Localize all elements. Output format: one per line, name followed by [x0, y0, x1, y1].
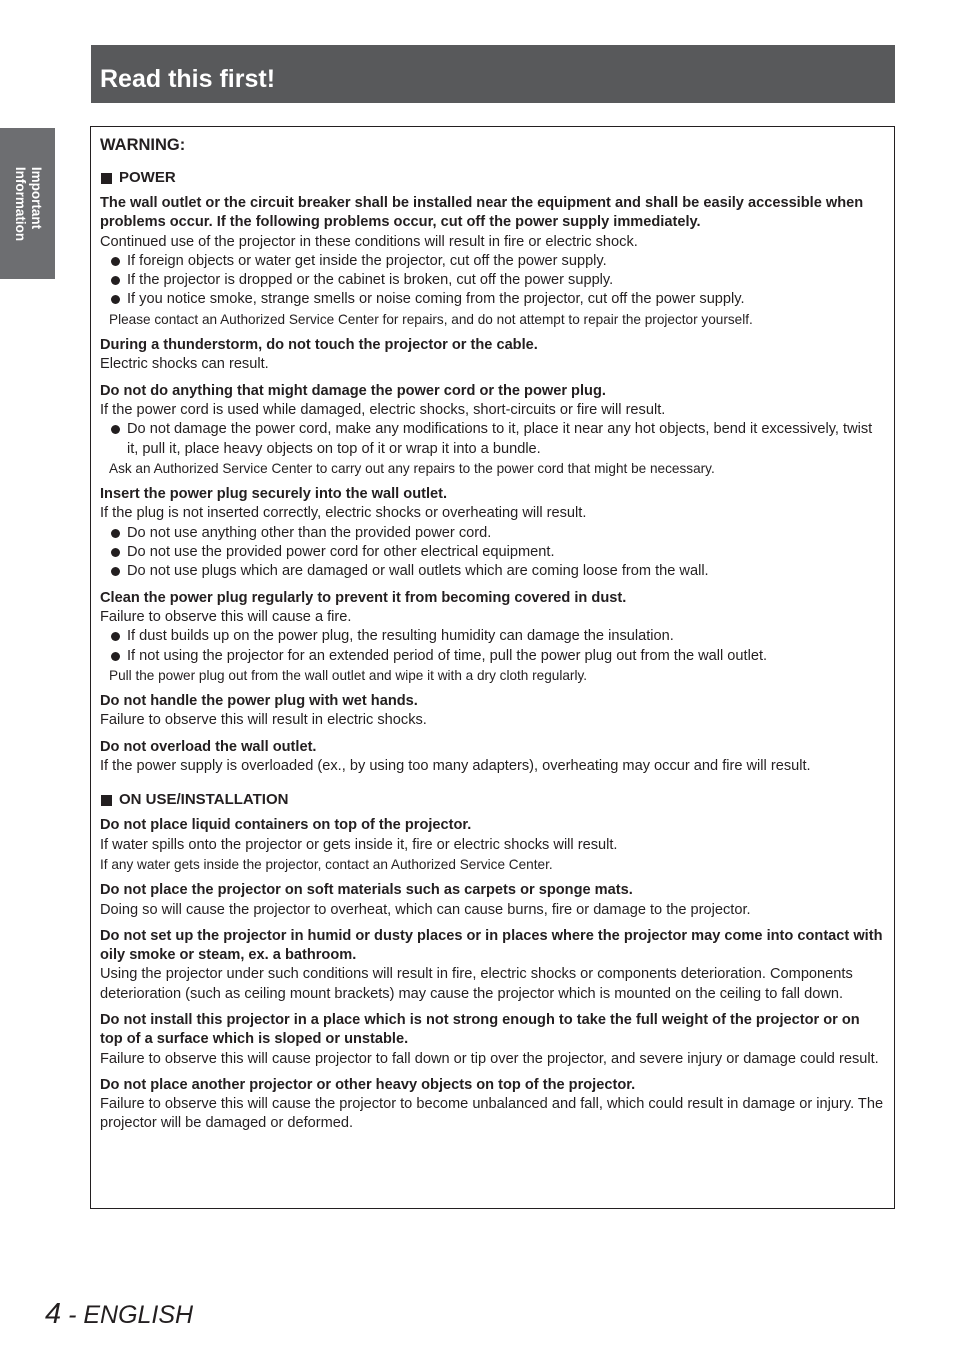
page-footer — [45, 1297, 193, 1336]
warning-item-title: Do not place another projector or other heavy objects on top of the projector. — [100, 1076, 636, 1093]
warning-item — [100, 881, 886, 920]
section-heading — [100, 790, 886, 810]
bullet-dot-icon — [111, 548, 120, 557]
bullet-item — [100, 562, 886, 581]
warning-item-note: If any water gets inside the projector, contact an Authorized Service Center. — [100, 856, 553, 872]
page-language: - ENGLISH — [61, 1301, 194, 1329]
bullet-text: If the projector is dropped or the cabinet is broken, cut off the power supply. — [127, 272, 614, 289]
page-header — [91, 45, 895, 103]
square-bullet-icon — [101, 173, 112, 184]
warning-item — [100, 738, 886, 777]
page-title: Read this first! — [100, 65, 276, 93]
warning-item-body: Failure to observe this will cause projector to fall down or tip over the projector, and severe injury or damage could result. — [100, 1050, 879, 1067]
bullet-text: If dust builds up on the power plug, the resulting humidity can damage the insulation. — [127, 628, 674, 645]
bullet-list — [100, 524, 886, 582]
page-number: 4 — [45, 1298, 62, 1330]
warning-item-body: If water spills onto the projector or gets inside it, fire or electric shocks will result. — [100, 836, 618, 853]
bullet-item — [100, 252, 886, 271]
warning-item-note: Pull the power plug out from the wall outlet and wipe it with a dry cloth regularly. — [109, 667, 588, 683]
bullet-text: Do not damage the power cord, make any modifications to it, place it near any hot objects, bend it excessively, twist it, pull it, place heavy objects on top of it or wrap it into a bundle. — [127, 421, 873, 457]
bullet-text: If you notice smoke, strange smells or noise coming from the projector, cut off the power supply. — [127, 291, 745, 308]
warning-item — [100, 336, 886, 375]
warning-item-title: Do not do anything that might damage the power cord or the power plug. — [100, 382, 606, 399]
bullet-text: Do not use anything other than the provided power cord. — [127, 524, 492, 541]
bullet-dot-icon — [111, 652, 120, 661]
warning-item-title: Do not install this projector in a place which is not strong enough to take the full weight of the projector or on top of a surface which is sloped or unstable. — [100, 1011, 860, 1048]
side-tab-line-1: Important — [28, 166, 44, 229]
section-heading-label: POWER — [119, 169, 176, 186]
section-heading — [100, 168, 886, 188]
warning-item — [100, 1011, 886, 1069]
warning-item-body: If the power supply is overloaded (ex., by using too many adapters), overheating may occur and fire will result. — [100, 758, 811, 775]
warning-item-body: Failure to observe this will cause the projector to become unbalanced and fall, which could result in damage or injury. The projector will be damaged or deformed. — [100, 1096, 884, 1132]
bullet-dot-icon — [111, 276, 120, 285]
bullet-text: If foreign objects or water get inside the projector, cut off the power supply. — [127, 252, 607, 269]
bullet-dot-icon — [111, 529, 120, 538]
warning-item — [100, 485, 886, 581]
bullet-item — [100, 290, 886, 309]
warning-item-title: The wall outlet or the circuit breaker shall be installed near the equipment and shall be easily accessible when problems occur. If the following problems occur, cut off the power supply immediately. — [100, 195, 864, 231]
side-tab — [0, 128, 55, 279]
bullet-dot-icon — [111, 295, 120, 304]
warning-item-title: Clean the power plug regularly to prevent it from becoming covered in dust. — [100, 589, 627, 606]
warning-item-title: Do not place the projector on soft materials such as carpets or sponge mats. — [100, 882, 633, 899]
warning-item — [100, 1076, 886, 1134]
bullet-list — [100, 627, 886, 666]
warning-item-body: Using the projector under such conditions will result in fire, electric shocks or components deterioration. Components deterioration (such as ceiling mount brackets) may cause the projector which is mounted on the ceiling to fall down. — [100, 966, 853, 1002]
warning-item-note: Please contact an Authorized Service Center for repairs, and do not attempt to repair the projector yourself. — [109, 311, 753, 327]
warning-item-body: Doing so will cause the projector to overheat, which can cause burns, fire or damage to the projector. — [100, 901, 751, 918]
warning-item-title: Insert the power plug securely into the wall outlet. — [100, 486, 448, 503]
warning-item — [100, 589, 886, 685]
bullet-item — [100, 627, 886, 646]
warning-item — [100, 927, 886, 1004]
warning-item-title: Do not set up the projector in humid or dusty places or in places where the projector may come into contact with oily smoke or steam, ex. a bathroom. — [100, 927, 883, 964]
warning-box-content — [100, 135, 886, 1134]
warning-item — [100, 816, 886, 874]
bullet-dot-icon — [111, 567, 120, 576]
bullet-item — [100, 543, 886, 562]
bullet-dot-icon — [111, 425, 120, 434]
warning-item-title: Do not place liquid containers on top of the projector. — [100, 817, 472, 834]
square-bullet-icon — [101, 795, 112, 806]
warning-item — [100, 382, 886, 478]
warning-item-body: Failure to observe this will cause a fire. — [100, 608, 352, 625]
bullet-list — [100, 420, 886, 459]
bullet-text: If not using the projector for an extended period of time, pull the power plug out from the wall outlet. — [127, 647, 768, 664]
side-tab-label — [12, 166, 44, 240]
bullet-list — [100, 252, 886, 310]
warning-item-body: If the power cord is used while damaged, electric shocks, short-circuits or fire will result. — [100, 401, 666, 418]
warning-item-body: If the plug is not inserted correctly, electric shocks or overheating will result. — [100, 505, 587, 522]
warning-item — [100, 194, 886, 329]
bullet-item — [100, 271, 886, 290]
warning-item-body: Failure to observe this will result in electric shocks. — [100, 712, 427, 729]
bullet-dot-icon — [111, 632, 120, 641]
warning-box — [90, 126, 895, 1209]
bullet-item — [100, 524, 886, 543]
warning-item-title: Do not handle the power plug with wet hands. — [100, 693, 418, 710]
bullet-text: Do not use the provided power cord for other electrical equipment. — [127, 544, 555, 561]
bullet-item — [100, 647, 886, 666]
bullet-item — [100, 420, 886, 459]
warning-item-body: Continued use of the projector in these conditions will result in fire or electric shock. — [100, 233, 638, 250]
warning-item-title: During a thunderstorm, do not touch the projector or the cable. — [100, 337, 538, 354]
warning-item-note: Ask an Authorized Service Center to carry out any repairs to the power cord that might be necessary. — [109, 460, 715, 476]
bullet-text: Do not use plugs which are damaged or wall outlets which are coming loose from the wall. — [127, 563, 709, 580]
section-heading-label: ON USE/INSTALLATION — [119, 791, 289, 809]
bullet-dot-icon — [111, 257, 120, 266]
warning-item-title: Do not overload the wall outlet. — [100, 738, 317, 755]
warning-label: WARNING: — [100, 136, 186, 154]
side-tab-line-2: Information — [12, 166, 28, 241]
warning-item — [100, 692, 886, 731]
warning-item-body: Electric shocks can result. — [100, 356, 269, 373]
